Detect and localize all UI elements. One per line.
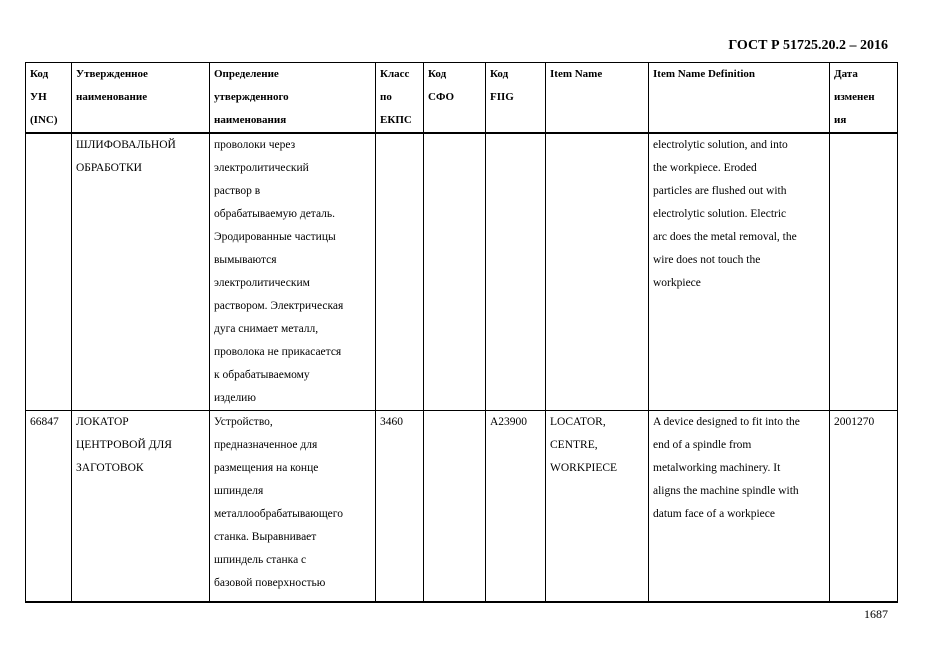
cell-code: 66847 — [26, 411, 72, 602]
table-row — [26, 133, 898, 411]
cell-fiig: A23900 — [486, 411, 546, 602]
column-header-date: Дата изменен ия — [830, 63, 898, 134]
column-header-class: Класс по ЕКПС — [376, 63, 424, 134]
cell-sfo — [424, 411, 486, 602]
cell-item-name: LOCATOR, CENTRE, WORKPIECE — [546, 411, 649, 602]
cell-approved-name: ЛОКАТОР ЦЕНТРОВОЙ ДЛЯ ЗАГОТОВОК — [72, 411, 210, 602]
column-header-sfo: Код СФО — [424, 63, 486, 134]
cell-date: 2001270 — [830, 411, 898, 602]
column-header-item-name: Item Name — [546, 63, 649, 134]
cell-code — [26, 133, 72, 411]
cell-class: 3460 — [376, 411, 424, 602]
column-header-definition: Определение утвержденного наименования — [210, 63, 376, 134]
cell-item-name — [546, 133, 649, 411]
cell-definition: Устройство, предназначенное для размещения на конце шпинделя металлообрабатывающего станка. Выравнивает шпиндель станка с базовой поверхностью — [210, 411, 376, 602]
column-header-code: Код УН (INC) — [26, 63, 72, 134]
cell-item-definition: A device designed to fit into the end of a spindle from metalworking machinery. It aligns the machine spindle with datum face of a workpiece — [649, 411, 830, 602]
cell-definition: проволоки через электролитический раствор в обрабатываемую деталь. Эродированные частицы вымываются электролитическим раствором. Электрическая дуга снимает металл, проволока не прикасается к обрабатываемому изделию — [210, 133, 376, 411]
document-header: ГОСТ Р 51725.20.2 – 2016 — [728, 38, 888, 53]
column-header-item-definition: Item Name Definition — [649, 63, 830, 134]
column-header-fiig: Код FIIG — [486, 63, 546, 134]
cell-sfo — [424, 133, 486, 411]
cell-date — [830, 133, 898, 411]
cell-class — [376, 133, 424, 411]
table-row — [26, 411, 898, 602]
page-number: 1687 — [864, 607, 888, 621]
cell-fiig — [486, 133, 546, 411]
cell-approved-name: ШЛИФОВАЛЬНОЙ ОБРАБОТКИ — [72, 133, 210, 411]
table-header-row — [26, 63, 898, 134]
column-header-approved-name: Утвержденное наименование — [72, 63, 210, 134]
catalog-table — [25, 62, 898, 603]
cell-item-definition: electrolytic solution, and into the workpiece. Eroded particles are flushed out with electrolytic solution. Electric arc does the metal removal, the wire does not touch the workpiece — [649, 133, 830, 411]
